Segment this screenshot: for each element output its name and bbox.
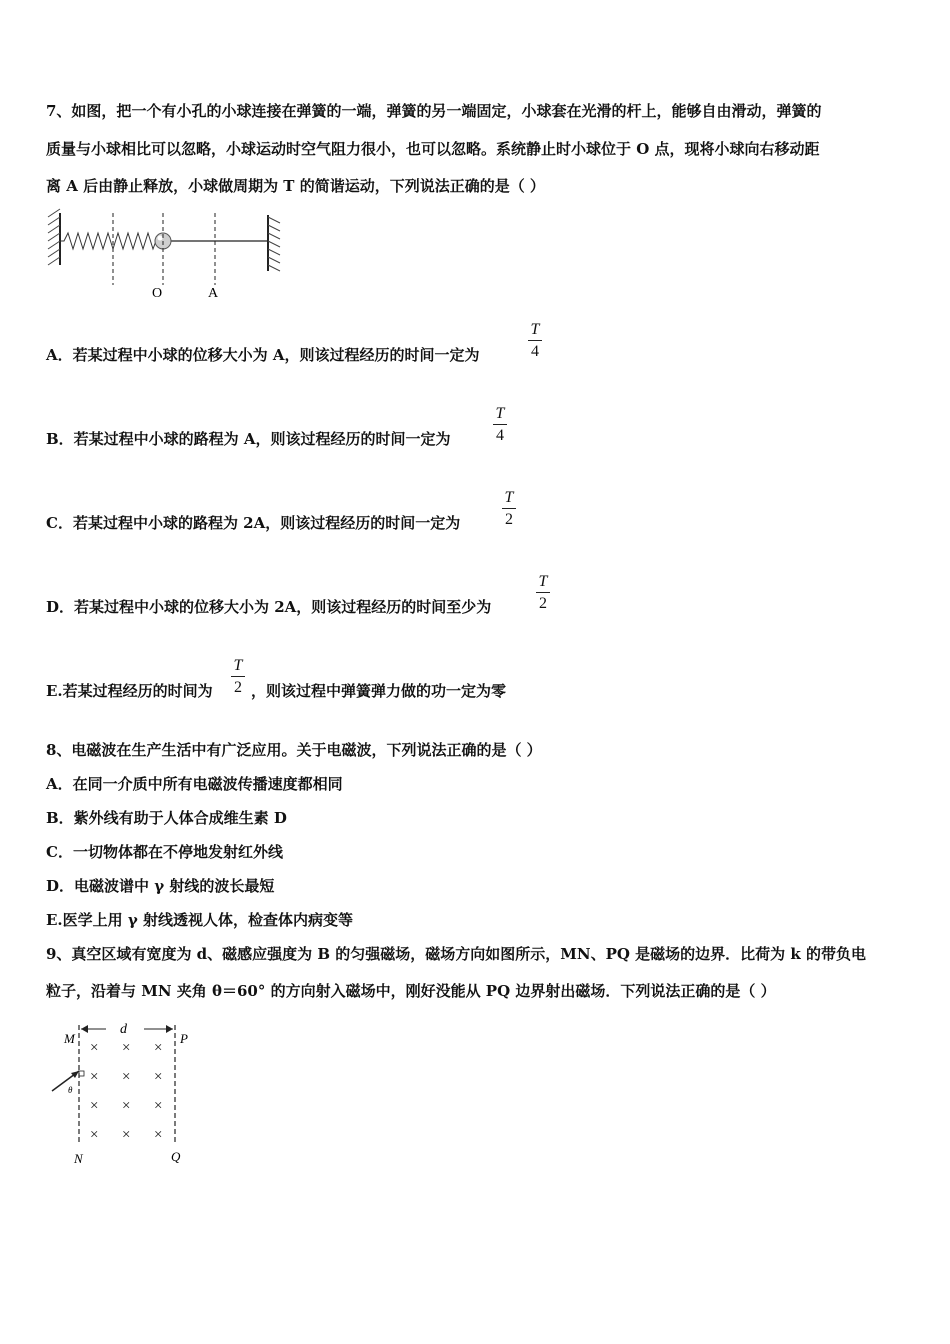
- fraction-bar: [502, 508, 516, 509]
- field-cross: ×: [90, 1069, 99, 1085]
- right-angle-marker: [79, 1071, 84, 1076]
- fraction-bar: [231, 676, 245, 677]
- spring: [60, 233, 160, 249]
- left-wall: [48, 209, 60, 265]
- field-cross: ×: [90, 1040, 99, 1056]
- fraction-bar: [536, 592, 550, 593]
- fraction-numerator: T: [233, 657, 243, 674]
- q9-stem-line-2: 粒子，沿着与 MN 夹角 θ＝60° 的方向射入磁场中，刚好没能从 PQ 边界射出磁场．下列说法正确的是（ ）: [46, 982, 776, 1000]
- label-p: P: [180, 1031, 188, 1046]
- fraction-denominator: 4: [496, 427, 504, 444]
- field-cross: ×: [90, 1098, 99, 1114]
- fraction-denominator: 2: [539, 595, 547, 612]
- q7-stem-line-3: 离 A 后由静止释放，小球做周期为 T 的简谐运动，下列说法正确的是（ ）: [46, 177, 545, 195]
- label-o: O: [152, 286, 163, 301]
- q8-option-c: C．一切物体都在不停地发射红外线: [46, 843, 283, 861]
- spring-ball-figure: [40, 205, 290, 305]
- q7-option-e-fraction: [231, 656, 245, 697]
- field-cross: ×: [154, 1069, 163, 1085]
- field-cross: ×: [154, 1098, 163, 1114]
- label-d: d: [120, 1022, 127, 1037]
- label-m: M: [64, 1031, 75, 1046]
- q7-option-a: A．若某过程中小球的位移大小为 A，则该过程经历的时间一定为: [46, 346, 480, 364]
- fraction-numerator: T: [495, 405, 505, 422]
- fraction-numerator: T: [538, 573, 548, 590]
- field-cross: ×: [154, 1127, 163, 1143]
- label-n: N: [74, 1151, 83, 1166]
- fraction-numerator: T: [530, 321, 540, 338]
- q8-option-a: A．在同一介质中所有电磁波传播速度都相同: [46, 775, 343, 793]
- label-a: A: [208, 286, 219, 301]
- field-cross: ×: [90, 1127, 99, 1143]
- q8-option-e: E.医学上用 γ 射线透视人体，检查体内病变等: [46, 911, 354, 929]
- q7-option-d-fraction: [536, 572, 550, 613]
- q7-stem-line-1: 7、如图，把一个有小孔的小球连接在弹簧的一端，弹簧的另一端固定，小球套在光滑的杆上，能够自由滑动，弹簧的: [46, 102, 822, 120]
- fraction-bar: [493, 424, 507, 425]
- field-crosses: [90, 1040, 162, 1143]
- label-theta: θ: [68, 1085, 73, 1095]
- field-cross: ×: [122, 1069, 131, 1085]
- fraction-denominator: 4: [531, 343, 539, 360]
- q7-option-b: B．若某过程中小球的路程为 A，则该过程经历的时间一定为: [46, 430, 451, 448]
- q7-option-a-fraction: [528, 320, 542, 361]
- q7-option-e-after: ，则该过程中弹簧弹力做的功一定为零: [251, 682, 507, 700]
- field-cross: ×: [154, 1040, 163, 1056]
- q7-option-b-fraction: [493, 404, 507, 445]
- width-arrow: [81, 1025, 173, 1033]
- q7-stem-line-2: 质量与小球相比可以忽略，小球运动时空气阻力很小，也可以忽略。系统静止时小球位于 O 点，现将小球向右移动距: [46, 140, 820, 158]
- fraction-numerator: T: [504, 489, 514, 506]
- q8-stem: 8、电磁波在生产生活中有广泛应用。关于电磁波，下列说法正确的是（ ）: [46, 741, 542, 759]
- field-cross: ×: [122, 1127, 131, 1143]
- q7-option-c-fraction: [502, 488, 516, 529]
- q9-stem-line-1: 9、真空区域有宽度为 d、磁感应强度为 B 的匀强磁场，磁场方向如图所示，MN、PQ 是磁场的边界．比荷为 k 的带负电: [46, 945, 866, 963]
- q8-option-d: D．电磁波谱中 γ 射线的波长最短: [46, 877, 275, 895]
- right-wall: [268, 215, 280, 271]
- q7-option-c: C．若某过程中小球的路程为 2A，则该过程经历的时间一定为: [46, 514, 461, 532]
- fraction-denominator: 2: [505, 511, 513, 528]
- field-cross: ×: [122, 1040, 131, 1056]
- fraction-denominator: 2: [234, 679, 242, 696]
- q8-option-b: B．紫外线有助于人体合成维生素 D: [46, 809, 287, 827]
- fraction-bar: [528, 340, 542, 341]
- label-q: Q: [171, 1149, 181, 1164]
- q7-option-d: D．若某过程中小球的位移大小为 2A，则该过程经历的时间至少为: [46, 598, 492, 616]
- field-cross: ×: [122, 1098, 131, 1114]
- q7-option-e-before: E.若某过程经历的时间为: [46, 682, 213, 700]
- magnetic-field-figure: [44, 1015, 214, 1170]
